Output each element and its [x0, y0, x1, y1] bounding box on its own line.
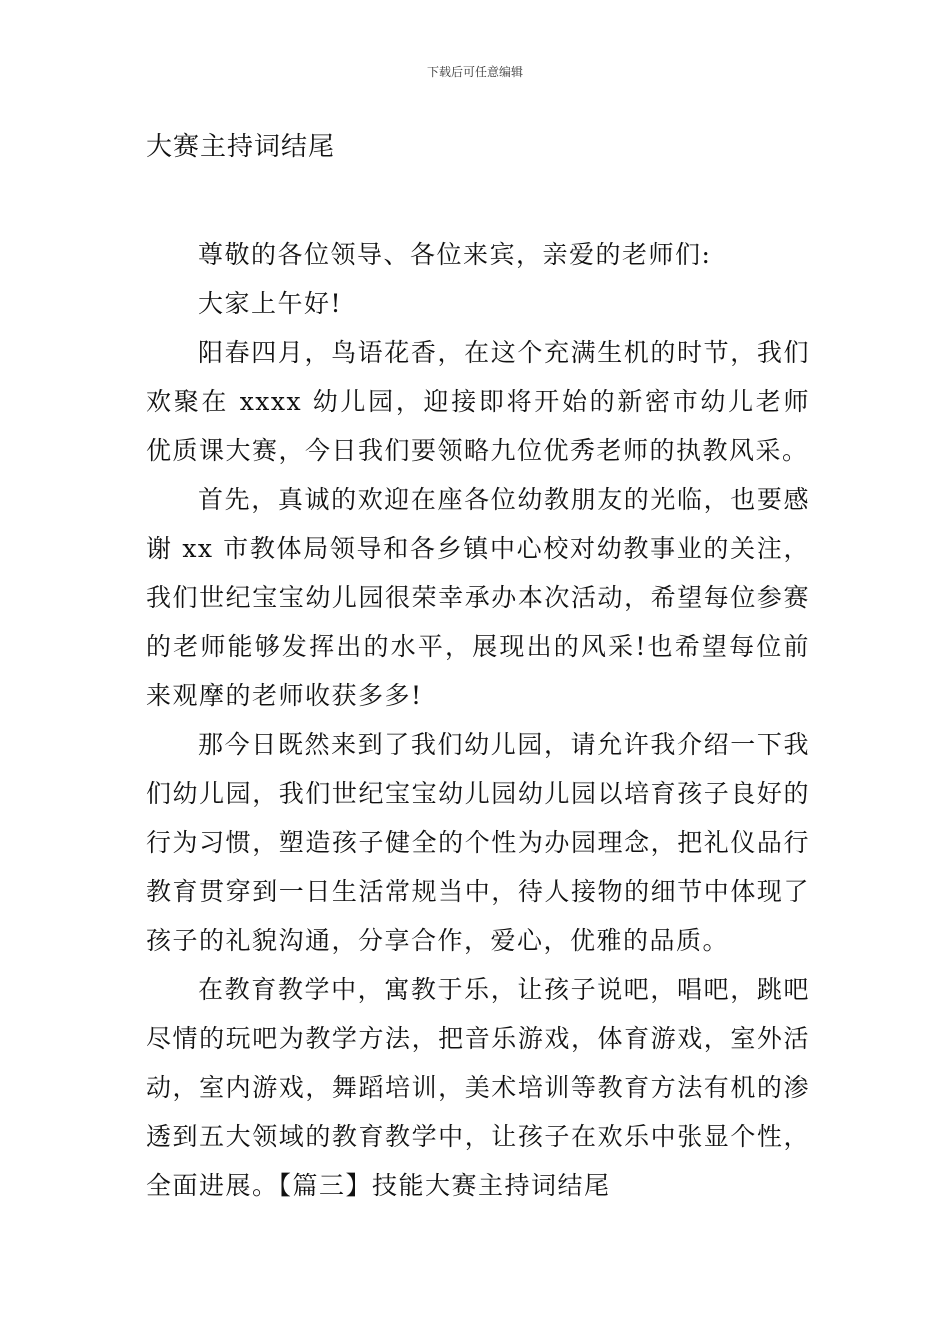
paragraph-hello: 大家上午好!: [198, 289, 343, 318]
paragraph-intro: 阳春四月，鸟语花香，在这个充满生机的时节，我们欢聚在 xxxx 幼儿园，迎接即将开始的新密市幼儿老师优质课大赛，今日我们要领略九位优秀老师的执教风采。: [146, 338, 810, 465]
paragraph-teaching: 在教育教学中，寓教于乐，让孩子说吧，唱吧，跳吧尽情的玩吧为教学方法，把音乐游戏，体育游戏，室外活动，室内游戏，舞蹈培训，美术培训等教育方法有机的渗透到五大领域的教育教学中，让孩子在欢乐中张显个性，全面进展。【篇三】技能大赛主持词结尾: [146, 975, 810, 1200]
paragraph-welcome: 首先，真诚的欢迎在座各位幼教朋友的光临，也要感谢 xx 市教体局领导和各乡镇中心校对幼教事业的关注，我们世纪宝宝幼儿园很荣幸承办本次活动，希望每位参赛的老师能够发挥出的水平，展现出的风采!也希望每位前来观摩的老师收获多多!: [146, 485, 810, 710]
document-title: 大赛主持词结尾: [146, 132, 336, 162]
paragraph-kindergarten: 那今日既然来到了我们幼儿园，请允许我介绍一下我们幼儿园，我们世纪宝宝幼儿园幼儿园以培育孩子良好的行为习惯，塑造孩子健全的个性为办园理念，把礼仪品行教育贯穿到一日生活常规当中，待人接物的细节中体现了孩子的礼貌沟通，分享合作，爱心，优雅的品质。: [146, 730, 810, 955]
document-body: [146, 230, 810, 1210]
paragraph-greeting: 尊敬的各位领导、各位来宾，亲爱的老师们:: [198, 240, 712, 269]
page-header-note: 下载后可任意编辑: [426, 65, 523, 79]
